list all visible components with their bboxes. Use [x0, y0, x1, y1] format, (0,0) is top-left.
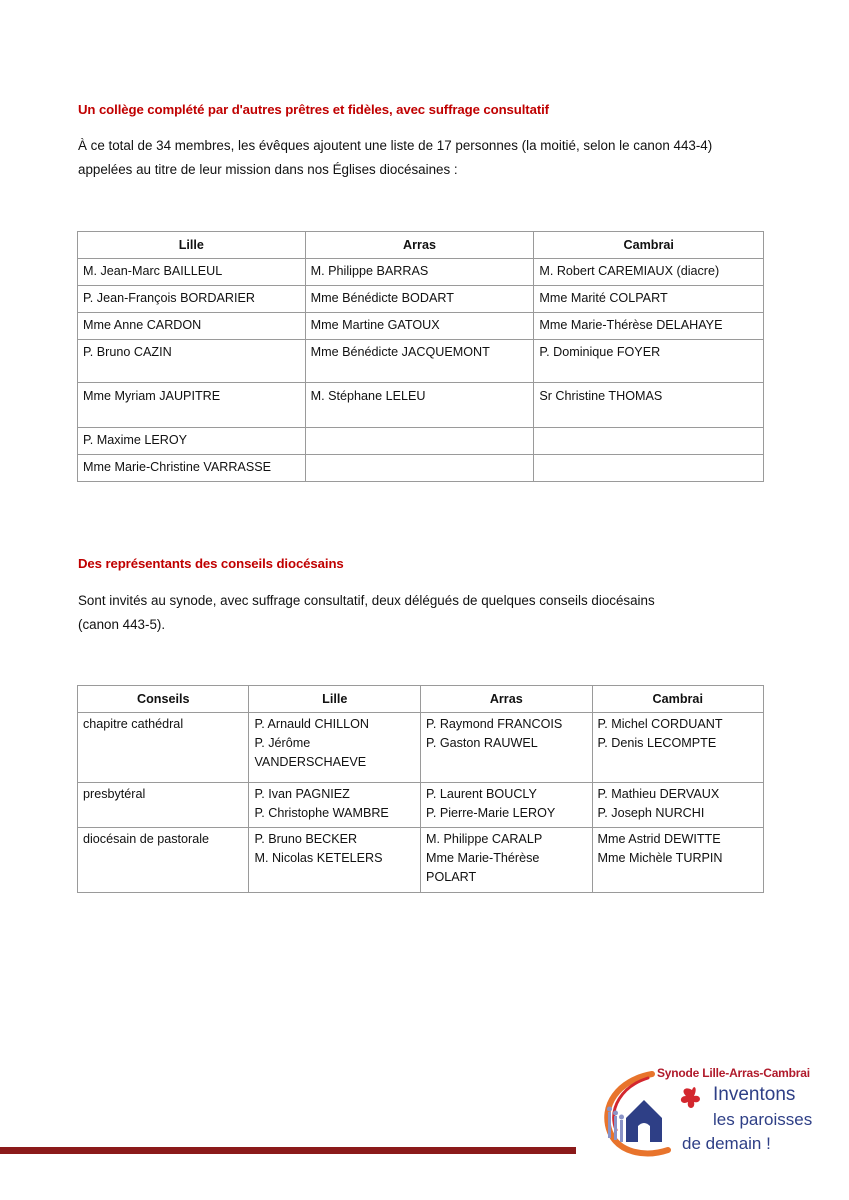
members-header-cambrai: Cambrai — [534, 232, 764, 259]
table-cell — [592, 828, 764, 893]
table-cell: P. Jean-François BORDARIER — [78, 286, 306, 313]
table-row — [78, 286, 764, 313]
table-cell: P. Maxime LEROY — [78, 428, 306, 455]
logo-title: Synode Lille-Arras-Cambrai — [657, 1066, 810, 1080]
member-name: P. Ivan PAGNIEZ — [254, 787, 350, 801]
member-name: P. Jérôme — [254, 736, 311, 750]
table-cell — [305, 455, 534, 482]
table-row — [78, 783, 764, 828]
table-row — [78, 313, 764, 340]
table-row — [78, 340, 764, 383]
member-name: P. Pierre-Marie LEROY — [426, 806, 556, 820]
council-name: presbytéral — [78, 783, 249, 828]
councils-table — [77, 685, 764, 893]
table-cell — [249, 713, 421, 783]
member-name: M. Philippe CARALP — [426, 832, 543, 846]
member-name: VANDERSCHAEVE — [254, 755, 367, 769]
section1-paragraph-line1: À ce total de 34 membres, les évêques ajoutent une liste de 17 personnes (la moitié, selon le canon 443-4) — [78, 138, 713, 153]
table-cell: M. Philippe BARRAS — [305, 259, 534, 286]
councils-header-conseils: Conseils — [78, 686, 249, 713]
table-cell: Mme Anne CARDON — [78, 313, 306, 340]
table-cell: Mme Bénédicte BODART — [305, 286, 534, 313]
members-table-header-row — [78, 232, 764, 259]
table-cell — [249, 783, 421, 828]
members-header-arras: Arras — [305, 232, 534, 259]
section1-heading: Un collège complété par d'autres prêtres et fidèles, avec suffrage consultatif — [78, 102, 549, 117]
logo-line-2: les paroisses — [713, 1110, 813, 1129]
synod-logo — [596, 1066, 832, 1162]
council-name: chapitre cathédral — [78, 713, 249, 783]
member-name: P. Arnauld CHILLON — [254, 717, 370, 731]
logo-line-3: de demain ! — [682, 1134, 771, 1153]
table-cell: Mme Bénédicte JACQUEMONT — [305, 340, 534, 383]
member-name: P. Laurent BOUCLY — [426, 787, 537, 801]
table-cell: M. Jean-Marc BAILLEUL — [78, 259, 306, 286]
table-cell: Sr Christine THOMAS — [534, 383, 764, 428]
councils-table-header-row — [78, 686, 764, 713]
member-name: P. Raymond FRANCOIS — [426, 717, 563, 731]
member-name: Mme Astrid DEWITTE — [597, 832, 721, 846]
table-cell — [421, 713, 592, 783]
table-row — [78, 828, 764, 893]
table-cell: Mme Martine GATOUX — [305, 313, 534, 340]
table-cell — [534, 428, 764, 455]
table-cell — [592, 713, 764, 783]
member-name: M. Nicolas KETELERS — [254, 851, 383, 865]
table-row — [78, 713, 764, 783]
member-name: POLART — [426, 870, 477, 884]
logo-line-1: Inventons — [713, 1084, 796, 1105]
members-table — [77, 231, 764, 482]
table-cell: Mme Marité COLPART — [534, 286, 764, 313]
councils-header-lille: Lille — [249, 686, 421, 713]
table-cell — [249, 828, 421, 893]
council-name: diocésain de pastorale — [78, 828, 249, 893]
member-name: Mme Marie-Thérèse — [426, 851, 540, 865]
table-cell: P. Dominique FOYER — [534, 340, 764, 383]
table-cell: M. Stéphane LELEU — [305, 383, 534, 428]
member-name: P. Bruno BECKER — [254, 832, 358, 846]
member-name: P. Joseph NURCHI — [597, 806, 705, 820]
table-row — [78, 428, 764, 455]
member-name: Mme Michèle TURPIN — [597, 851, 723, 865]
table-row — [78, 383, 764, 428]
member-name: P. Gaston RAUWEL — [426, 736, 538, 750]
section1-paragraph — [78, 134, 712, 182]
table-cell: Mme Marie-Thérèse DELAHAYE — [534, 313, 764, 340]
section1-paragraph-line2: appelées au titre de leur mission dans nos Églises diocésaines : — [78, 162, 458, 177]
member-name: P. Christophe WAMBRE — [254, 806, 389, 820]
table-cell — [421, 828, 592, 893]
table-cell — [534, 455, 764, 482]
section2-paragraph — [78, 589, 655, 637]
councils-header-cambrai: Cambrai — [592, 686, 764, 713]
section2-heading: Des représentants des conseils diocésains — [78, 556, 344, 571]
footer-bar — [0, 1147, 576, 1154]
table-row — [78, 259, 764, 286]
table-cell — [305, 428, 534, 455]
table-cell: Mme Marie-Christine VARRASSE — [78, 455, 306, 482]
member-name: P. Mathieu DERVAUX — [597, 787, 720, 801]
table-cell — [592, 783, 764, 828]
councils-header-arras: Arras — [421, 686, 592, 713]
members-header-lille: Lille — [78, 232, 306, 259]
section2-paragraph-line1: Sont invités au synode, avec suffrage consultatif, deux délégués de quelques conseils diocésains — [78, 593, 655, 608]
table-cell: M. Robert CAREMIAUX (diacre) — [534, 259, 764, 286]
table-row — [78, 455, 764, 482]
table-cell: Mme Myriam JAUPITRE — [78, 383, 306, 428]
table-cell — [421, 783, 592, 828]
section2-paragraph-line2: (canon 443-5). — [78, 617, 166, 632]
member-name: P. Michel CORDUANT — [597, 717, 723, 731]
table-cell: P. Bruno CAZIN — [78, 340, 306, 383]
member-name: P. Denis LECOMPTE — [597, 736, 717, 750]
